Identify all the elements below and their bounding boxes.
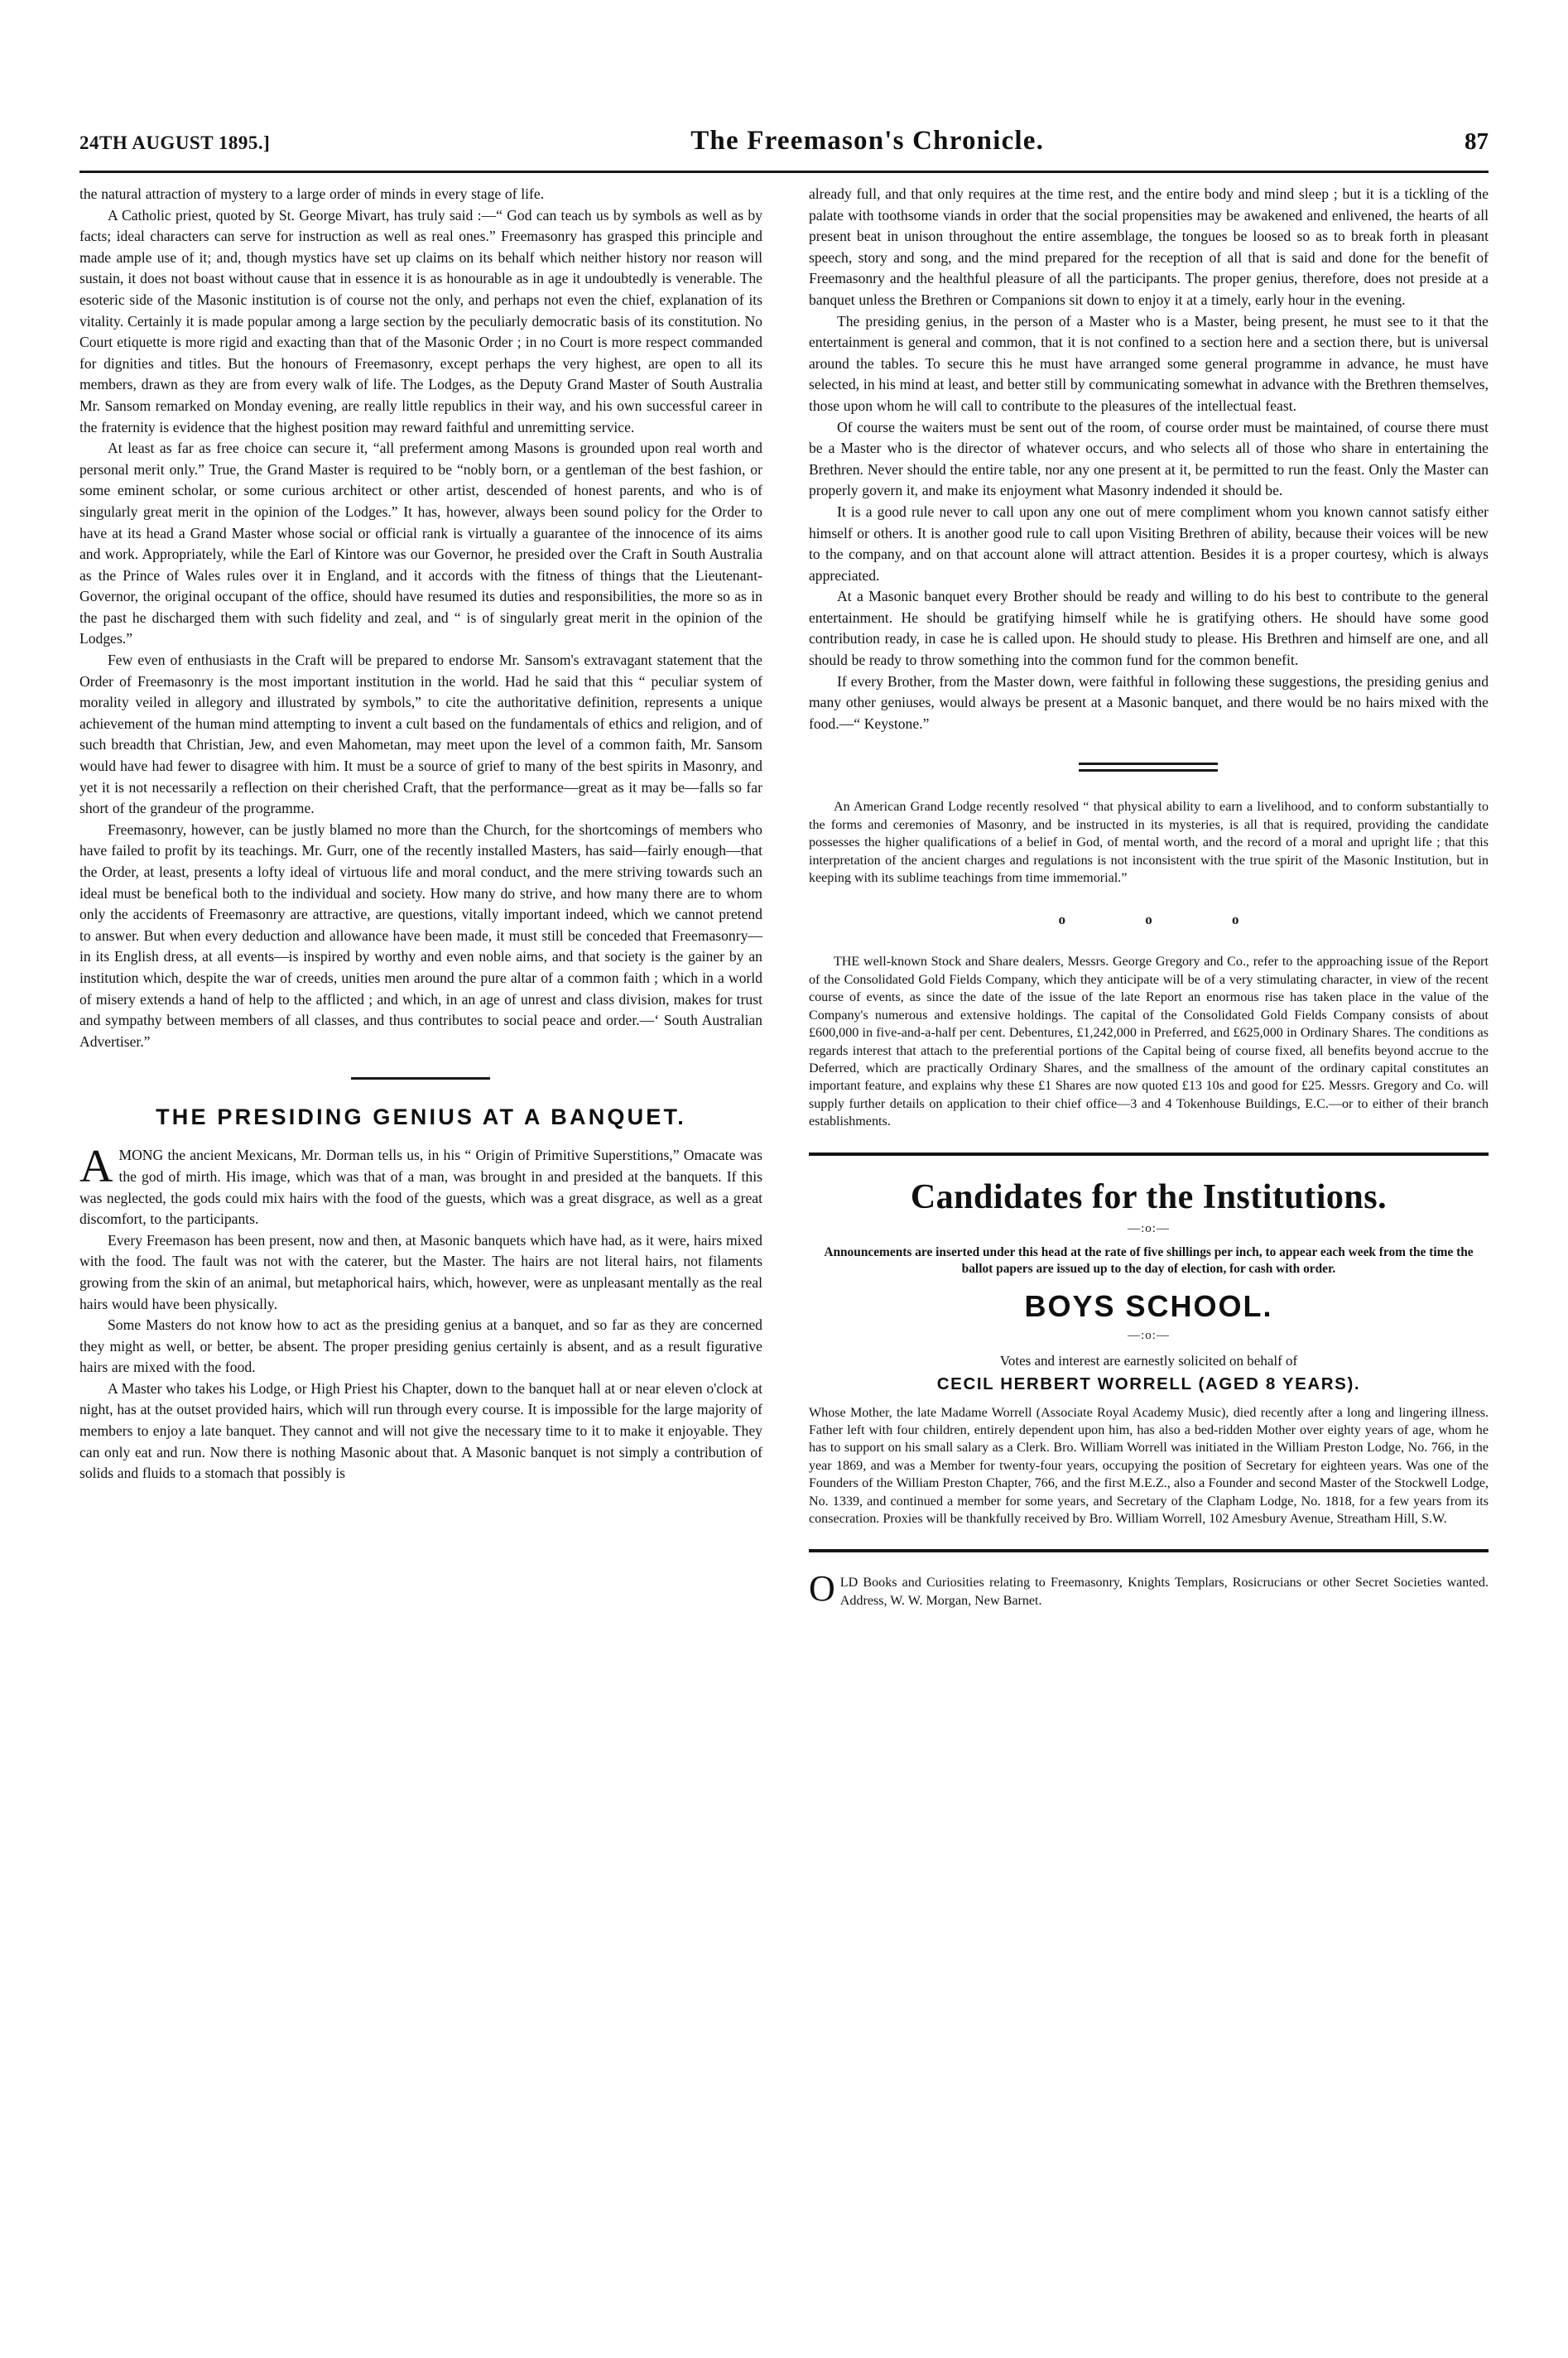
ornament-colon-2: —:o:— [1128, 1328, 1170, 1342]
paragraph-text: MONG the ancient Mexicans, Mr. Dorman tells us, in his “ Origin of Primitive Superstitions,” Omacate was the god of mirth. His image, which was that of a man, was brought in and presided at the banquets. If this was neglected, the gods could mix hairs with the food of the guests, which was a great disgrace, as well as a great discomfort, to the participants. [79, 1147, 762, 1228]
institutions-top-rule [809, 1153, 1489, 1156]
votes-solicited-line: Votes and interest are earnestly solicited on behalf of [999, 1352, 1298, 1369]
classified-ad [808, 1568, 1489, 1610]
page-number: 87 [1465, 128, 1489, 155]
dropcap-letter: O [808, 1568, 835, 1610]
column-container [79, 184, 1489, 2325]
section-divider [351, 1077, 490, 1080]
grand-lodge-note: An American Grand Lodge recently resolved “ that physical ability to earn a livelihood, and to conform substantially to the forms and ceremonies of Masonry, and be instructed in its mysteries, is all that is required, providing the candidate possesses the higher qualifications of a belief in God, of mental worth, and the record of a moral and upright life ; that this interpretation of the ancient charges and regulations is not inconsistent with the true spirit of the Masonic Institution, but in keeping with its sublime teachings from time immemorial.” [808, 800, 1489, 886]
announcement-rate-note: Announcements are inserted under this head at the rate of five shillings per inch, to appear each week from the time the ballot papers are issued up to the day of election, for cash with order. [824, 1244, 1474, 1276]
section-divider-double [1079, 763, 1218, 765]
paragraph: The presiding genius, in the person of a Master who is a Master, being present, he must see to it that the entertainment is general and common, that it is not confined to a section here and a section there, but is universal around the tables. To secure this he must have arranged some general programme in advance, he must have selected, in his mind at least, and better still by communicating somewhat in advance with the Brethren themselves, those upon whom he will call to contribute to the pleasures of the intellectual feast. [808, 312, 1489, 414]
paragraph: Some Masters do not know how to act as the presiding genius at a banquet, and so far as they are concerned they might as well, or better, be absent. The proper presiding genius certainly is absent, and as a result figurative hairs are mixed with the food. [79, 1316, 762, 1376]
dropcap-letter: A [79, 1141, 113, 1193]
left-column [79, 184, 767, 2325]
paragraph: A Master who takes his Lodge, or High Priest his Chapter, down to the banquet hall at or near eleven o'clock at night, has at the outset provided hairs, which will run through every course. It is impossible for the large majority of members to enjoy a late banquet. They cannot and will not give the necessary time to it to make it enjoyable. They can only eat and run. Now there is nothing Masonic about that. A Masonic banquet is not simply a contribution of solids and fluids to a stomach that possibly is [79, 1379, 762, 1482]
paragraph: Few even of enthusiasts in the Craft will be prepared to endorse Mr. Sansom's extravagant statement that the Order of Freemasonry is the most important institution in the world. Had he said that this “ peculiar system of morality veiled in allegory and illustrated by symbols,” to cite the authoritative definition, represents a unique achievement of the human mind attempting to invent a cult based on the fundamentals of ethics and religion, and of such breadth that Christian, Jew, and even Mahometan, may meet upon the level of a common faith, Mr. Sansom would have had fewer to disagree with him. It must be a source of grief to many of the best spirits in Masonry, and yet it is not necessarily a reflection on their cherished Craft, that the performance—great as it may be—falls so far short of the grandeur of the programme. [79, 652, 762, 817]
paragraph: Every Freemason has been present, now and then, at Masonic banquets which have had, as it were, hairs mixed with the food. The fault was not with the caterer, but the Master. The hairs are not literal hairs, not filaments growing from the skin of an animal, but metaphorical hairs, which, however, were as unpleasant mentally as the real hairs would have been physically. [79, 1231, 762, 1312]
publication-title: The Freemason's Chronicle. [690, 126, 1045, 156]
stock-note-lead: THE [833, 955, 860, 970]
paragraph: already full, and that only requires at the time rest, and the entire body and mind sleep ; but it is a tickling of the palate with toothsome viands in order that the social propensities may be awakened and enlivened, the hearts of all present beat in unison throughout the entire assemblage, the tongues be loosed so as to break forth in pleasant speech, story and song, and the mind prepared for the reception of all that is said and done for the benefit of Freemasonry and the healthful pleasure of all the participants. The proper genius, therefore, does not preside at a banquet unless the Brethren or Companions sit down to enjoy it at a timely, early hour in the evening. [808, 185, 1489, 308]
banquet-article-heading: THE PRESIDING GENIUS AT A BANQUET. [156, 1104, 686, 1130]
masthead-divider [79, 171, 1489, 173]
right-column [801, 184, 1489, 2325]
classified-text: LD Books and Curiosities relating to Freemasonry, Knights Templars, Rosicrucians or other Secret Societies wanted. Address, W. W. Morgan, New Barnet. [839, 1576, 1489, 1608]
candidate-description: Whose Mother, the late Madame Worrell (Associate Royal Academy Music), died recently after a long and lingering illness. Father left with four children, entirely dependent upon him, has also a bed-ridden Mother over eighty years of age, whom he has to support on his small salary as a Clerk. Bro. William Worrell was initiated in the William Preston Lodge, No. 766, in the year 1869, and was a Member for twenty-four years, occupying the position of Secretary for eighteen years. Was one of the Founders of the William Preston Chapter, 766, and the first M.E.Z., also a Founder and second Master of the Stockwell Lodge, No. 1339, and continued a member for some years, and Secretary of the Clapham Lodge, No. 1818, for a few years from its consecration. Proxies will be thankfully received by Bro. William Worrell, 102 Amesbury Avenue, Streatham Hill, S.W. [808, 1405, 1489, 1526]
paragraph-with-dropcap [79, 1141, 762, 1230]
boys-school-heading: BOYS SCHOOL. [1024, 1288, 1273, 1323]
ornament-o-row: o o o [1058, 912, 1277, 928]
stock-note-text: well-known Stock and Share dealers, Messrs. George Gregory and Co., refer to the approaching issue of the Report of the Consolidated Gold Fields Company, which they anticipate will be of a very stimulating character, in view of the recent course of events, as since the date of the issue of the late Report an enormous rise has taken place in the value of the Company's numerous and extensive holdings. The capital of the Consolidated Gold Fields Company consists of about £600,000 in five-and-a-half per cent. Debentures, £1,242,000 in Preferred, and £625,000 in Ordinary Shares. The conditions as regards interest that attach to the preferential portions of the Capital being of course fixed, all benefits beyond accrue to the Deferred, which are practically Ordinary Shares, and the smallness of the amount of the ordinary capital constitutes an important feature, and explains why these £1 Shares are now quoted £13 10s and good for £25. Messrs. Gregory and Co. will supply further details on application to their chief office—3 and 4 Tokenhouse Buildings, E.C.—or to either of their branch establishments. [808, 955, 1489, 1129]
candidate-name: CECIL HERBERT WORRELL (AGED 8 YEARS). [936, 1374, 1361, 1393]
paragraph: It is a good rule never to call upon any one out of mere compliment whom you known cannot satisfy either himself or others. It is another good rule to call upon Visiting Brethren of ability, because their voices will be new to the company, and on that account alone will attract attention. Besides it is a proper courtesy, which is always appreciated. [808, 503, 1489, 584]
paragraph: the natural attraction of mystery to a large order of minds in every stage of life. [79, 185, 545, 202]
paragraph: A Catholic priest, quoted by St. George Mivart, has truly said :—“ God can teach us by symbols as well as by facts; ideal characters can serve for instruction as well as real ones.” Freemasonry has grasped this principle and made ample use of it; and, though mystics have set up claims on its behalf which neither history nor reason will sustain, it does not boast without cause that in essence it is as honourable as in age it undoubtedly is venerable. The esoteric side of the Masonic institution is of course not the only, and perhaps not even the chief, explanation of its vitality. Certainly it is made popular among a large section by the peculiarly democratic basis of its constitution. No Court etiquette is more rigid and exacting than that of the Masonic Order ; in no Court is more respect commanded for dignities and titles. But the honours of Freemasonry, except perhaps the very highest, are open to all its members, drawn as they are from every walk of life. The Lodges, as the Deputy Grand Master of South Australia Mr. Sansom remarked on Monday evening, are really little republics in their way, and his own successful career in the fraternity is evidence that the highest position may reward faithful and unremitting service. [79, 206, 762, 436]
paragraph: Freemasonry, however, can be justly blamed no more than the Church, for the shortcomings of members who have failed to profit by its teachings. Mr. Gurr, one of the recently installed Masters, has said—fairly enough—that the Order, at least, presents a lofty ideal of virtuous life and moral conduct, and the mere striving towards such an ideal must be benefical both to the individual and society. How many do strive, and how many there are to whom only the accidents of Freemasonry are attractive, are questions, vitally important indeed, which we cannot pretend to answer. But when every deduction and allowance have been made, it must still be conceded that Freemasonry—in its English dress, at all events—is inspired by worthy and even noble aims, and that society is the gainer by an institution which, despite the war of creeds, unities men around the pure altar of a common faith ; which in a world of misery extends a hand of help to the afflicted ; and which, in an age of unrest and class division, makes for trust and sympathy between members of all classes, and thus contributes to social peace and order.—‘ South Australian Advertiser.” [79, 820, 762, 1050]
paragraph: At a Masonic banquet every Brother should be ready and willing to do his best to contribute to the general entertainment. He should be gratifying himself while he is gratifying others. He should have some good contribution ready, in case he is called upon. He should study to please. His Brethren and himself are one, and all should be ready to throw something into the common fund for the common benefit. [808, 588, 1489, 669]
paragraph: If every Brother, from the Master down, were faithful in following these suggestions, the presiding genius and many other geniuses, would always be present at a Masonic banquet, and there would be no hairs mixed with the food.—“ Keystone.” [808, 672, 1489, 732]
masthead [79, 126, 1489, 171]
institutions-heading: Candidates for the Institutions. [910, 1177, 1388, 1216]
classified-top-rule [809, 1549, 1489, 1552]
paragraph: At least as far as free choice can secure it, “all preferment among Masons is grounded upon real worth and personal merit only.” True, the Grand Master is required to be “nobly born, or a gentleman of the best fashion, or some eminent scholar, or some curious architect or other artist, descended of honest parents, and who is of singularly great merit in the opinion of the Lodges.” It has, however, always been sound policy for the Order to have at its head a Grand Master whose social or official rank is virtually a guarantee of the innocence of its aims and work. Appropriately, while the Earl of Kintore was our Governor, he presided over the Craft in South Australia as the Prince of Wales rules over it in England, and it accords with the fitness of things that the Lieutenant-Governor, the original occupant of the office, should have resumed its duties and responsibilities, the more so as in the past he discharged them with such fidelity and zeal, and “ is of singularly great merit in the opinion of the Lodges.” [79, 440, 762, 647]
ornament-colon-1: —:o:— [1128, 1221, 1170, 1235]
issue-date: 24TH AUGUST 1895.] [79, 132, 271, 153]
stock-share-note [809, 953, 1489, 1130]
paragraph: Of course the waiters must be sent out of the room, of course order must be maintained, of course there must be a Master who is the director of whatever occurs, and who selects all of those who share in entertaining the Brethren. Never should the entire table, nor any one present at it, be permitted to run the feast. Only the Master can properly govern it, and make its enjoyment what Masonry indended it should be. [808, 418, 1489, 499]
